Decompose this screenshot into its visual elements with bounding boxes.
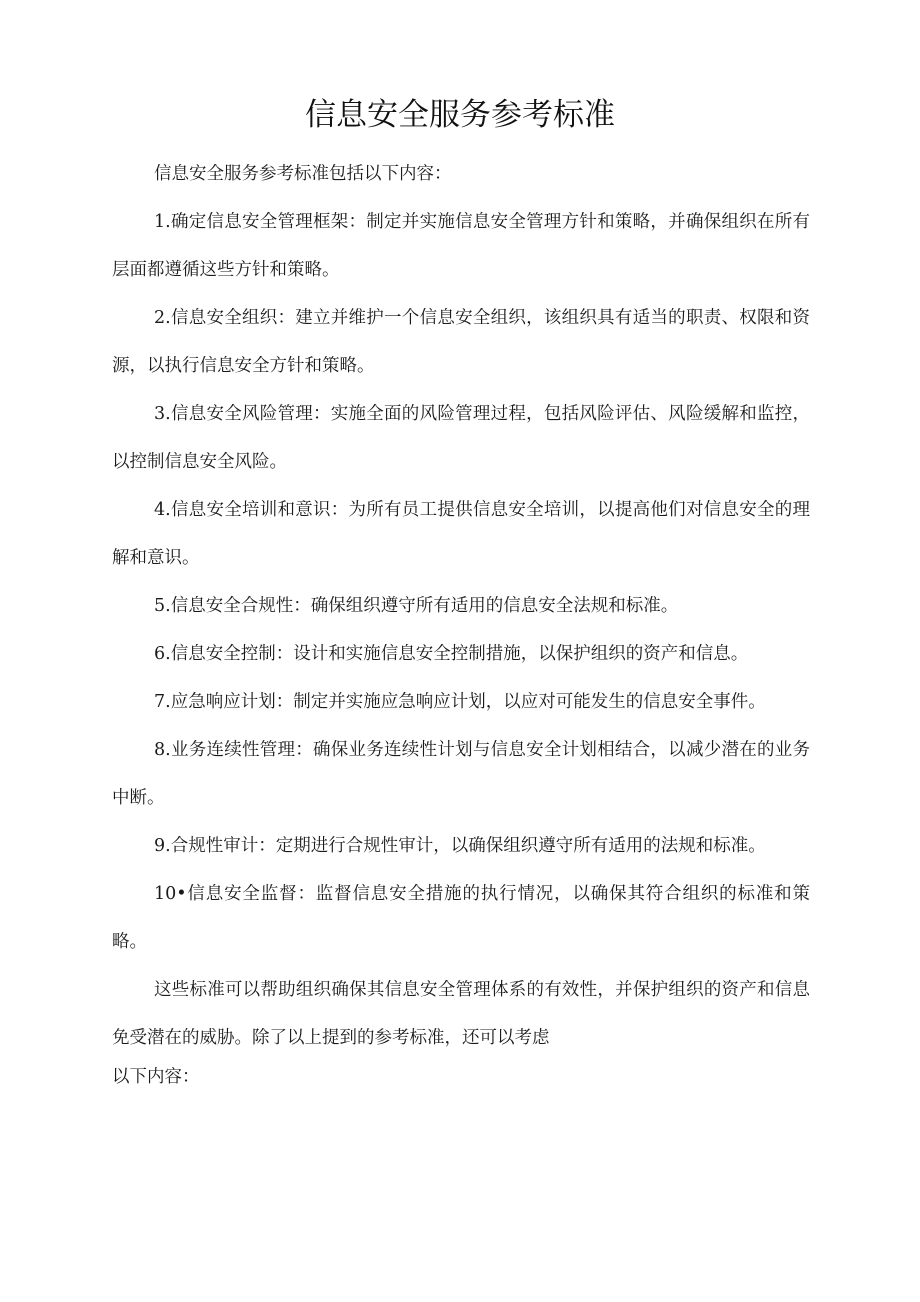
list-item: 8.业务连续性管理：确保业务连续性计划与信息安全计划相结合，以减少潜在的业务中断。 [112, 740, 810, 808]
list-item: 3.信息安全风险管理：实施全面的风险管理过程，包括风险评估、风险缓解和监控，以控制信息安全风险。 [112, 404, 810, 472]
list-item: 1.确定信息安全管理框架：制定并实施信息安全管理方针和策略，并确保组织在所有层面都遵循这些方针和策略。 [112, 212, 810, 280]
document-title: 信息安全服务参考标准 [305, 97, 615, 133]
list-item: 5.信息安全合规性：确保组织遵守所有适用的信息安全法规和标准。 [154, 596, 679, 616]
list-item: 10•信息安全监督：监督信息安全措施的执行情况，以确保其符合组织的标准和策略。 [112, 884, 810, 952]
list-item: 7.应急响应计划：制定并实施应急响应计划，以应对可能发生的信息安全事件。 [154, 692, 766, 712]
list-item: 4.信息安全培训和意识：为所有员工提供信息安全培训，以提高他们对信息安全的理解和意识。 [112, 500, 810, 568]
intro-paragraph: 信息安全服务参考标准包括以下内容： [154, 164, 452, 184]
tail-line: 以下内容： [112, 1067, 200, 1087]
document-body [112, 150, 810, 1092]
list-item: 9.合规性审计：定期进行合规性审计，以确保组织遵守所有适用的法规和标准。 [154, 836, 766, 856]
closing-paragraph: 这些标准可以帮助组织确保其信息安全管理体系的有效性，并保护组织的资产和信息免受潜在的威胁。除了以上提到的参考标准，还可以考虑 [112, 980, 810, 1048]
list-item: 2.信息安全组织：建立并维护一个信息安全组织，该组织具有适当的职责、权限和资源，以执行信息安全方针和策略。 [112, 308, 810, 376]
list-item: 6.信息安全控制：设计和实施信息安全控制措施，以保护组织的资产和信息。 [154, 644, 749, 664]
